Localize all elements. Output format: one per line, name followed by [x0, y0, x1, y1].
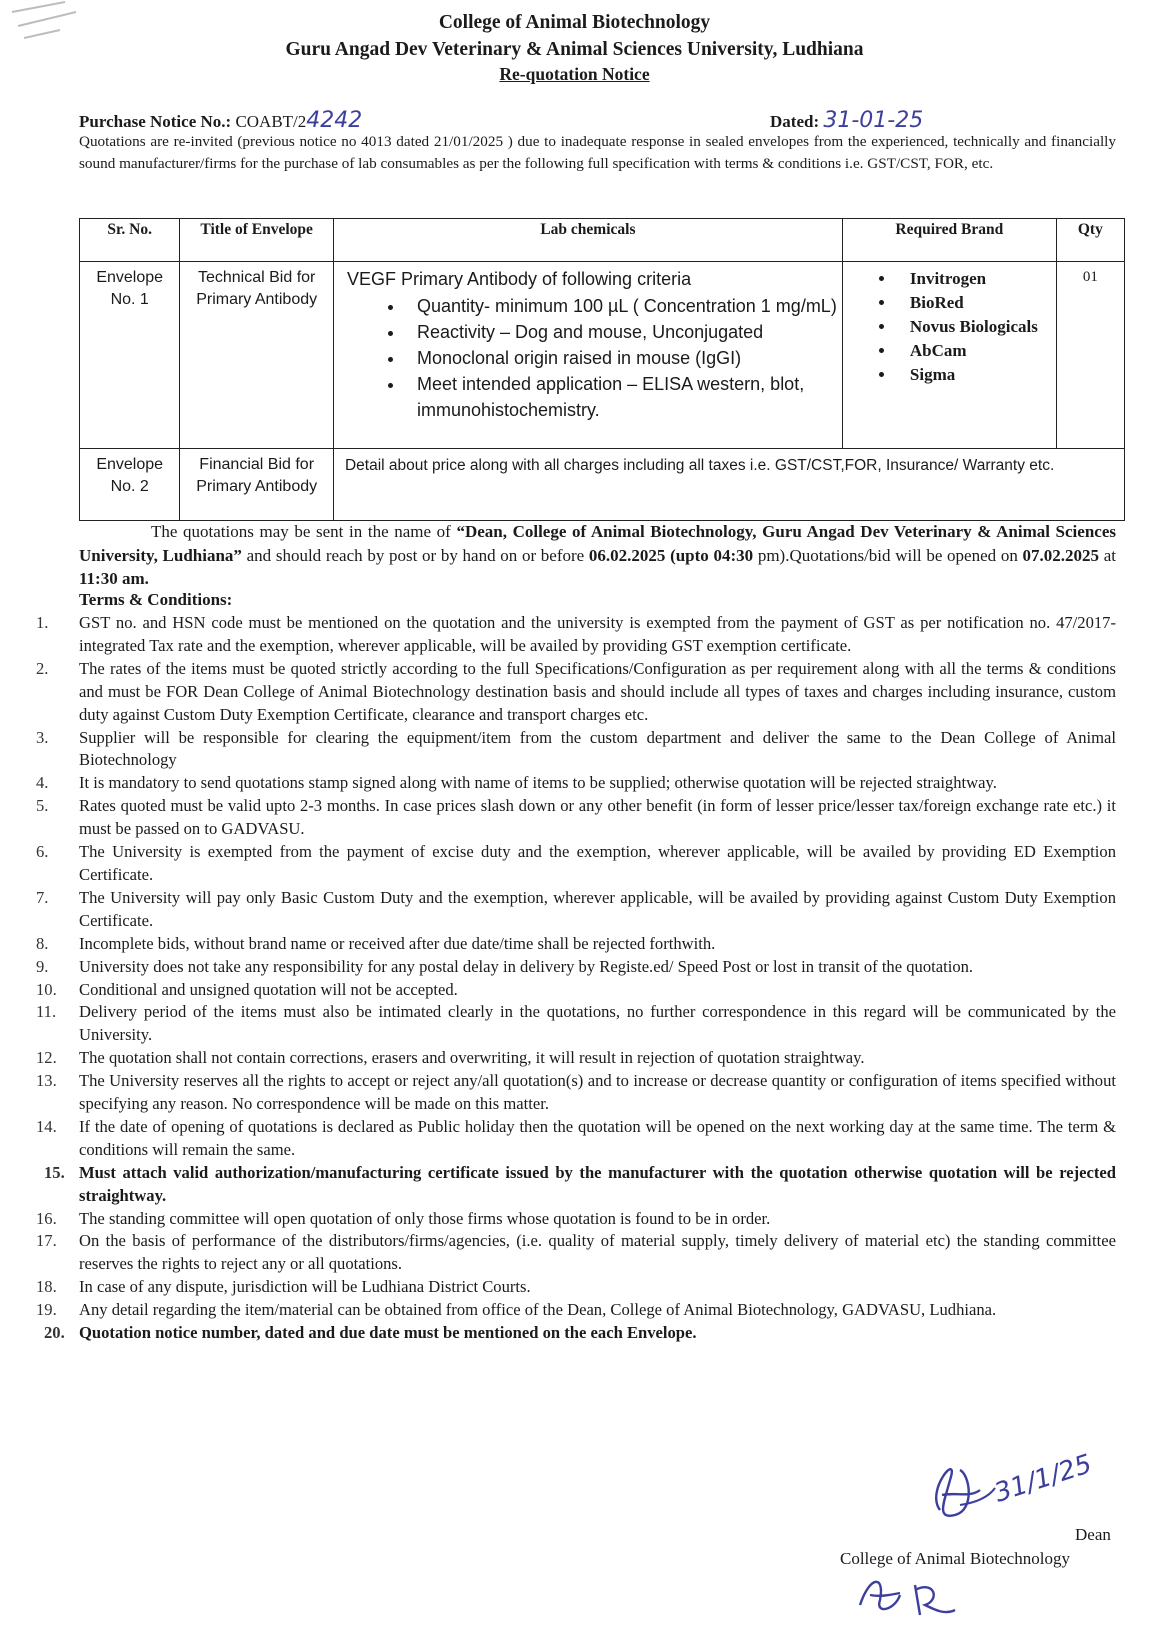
list-item: • Sigma: [896, 363, 1055, 387]
term-text: Any detail regarding the item/material can be obtained from office of the Dean, College of Animal Biotechnology, GADVASU, Ludhiana.: [79, 1300, 997, 1320]
term-number: 20.: [44, 1323, 65, 1343]
term-number: 9.: [36, 956, 49, 976]
list-item: [0, 1208, 1116, 1231]
term-number: 8.: [36, 933, 49, 953]
signatory-title: Dean: [1075, 1525, 1111, 1544]
term-number: 4.: [36, 773, 49, 793]
term-number: 14.: [36, 1116, 57, 1136]
term-number: 16.: [36, 1208, 57, 1228]
term-text: The University is exempted from the payment of excise duty and the exemption, wherever applicable, will be availed by providing ED Exemption Certificate.: [79, 842, 1116, 884]
envelope-2-title: Financial Bid for Primary Antibody: [196, 456, 318, 495]
list-item: [0, 1116, 1116, 1162]
list-item: [0, 933, 1116, 956]
list-item: • Monoclonal origin raised in mouse (IgGI): [405, 345, 841, 371]
term-number: 12.: [36, 1048, 57, 1068]
term-text: The standing committee will open quotation of only those firms whose quotation is found to be in order.: [79, 1208, 771, 1228]
signatory-org: College of Animal Biotechnology: [840, 1549, 1070, 1568]
list-item: [0, 1230, 1116, 1276]
term-text: Delivery period of the items must also be intimated clearly in the quotations, no further correspondence in this regard will be communicated by the University.: [79, 1002, 1116, 1045]
dated-label: Dated:: [770, 112, 820, 131]
opening-date: 07.02.2025: [1022, 545, 1100, 565]
header-lab-chemicals: Lab chemicals: [333, 219, 842, 262]
term-number: 13.: [36, 1071, 57, 1091]
term-text: University does not take any responsibility for any postal delay in delivery by Registe.ed/ Speed Post or lost in transit of the quotation.: [79, 956, 974, 976]
university-title: Guru Angad Dev Veterinary & Animal Sciences University, Ludhiana: [285, 39, 864, 60]
term-number: 10.: [36, 979, 57, 999]
term-number: 11.: [36, 1002, 57, 1022]
header-brand: Required Brand: [842, 219, 1056, 262]
term-text: The University will pay only Basic Custom Duty and the exemption, wherever applicable, will be availed by providing against Custom Duty Exemption Certificate.: [79, 887, 1116, 930]
term-text: Conditional and unsigned quotation will not be accepted.: [79, 979, 458, 999]
list-item: [0, 1162, 1116, 1208]
term-number: 19.: [36, 1300, 57, 1320]
term-text: If the date of opening of quotations is declared as Public holiday then the quotation will be opened on the next working day at the same time. The term & conditions will remain the same.: [79, 1116, 1116, 1159]
dated-handwritten: 31-01-25: [823, 108, 924, 133]
terms-heading: Terms & Conditions:: [79, 590, 233, 609]
list-item: • Quantity- minimum 100 µL ( Concentration 1 mg/mL): [405, 293, 841, 319]
list-item: • Invitrogen: [896, 267, 1055, 291]
list-item: [0, 956, 1116, 979]
list-item: • Meet intended application – ELISA western, blot, immunohistochemistry.: [405, 371, 841, 423]
term-text: Rates quoted must be valid upto 2-3 months. In case prices slash down or any other benefit (in form of lesser price/lesser tax/foreign exchange rate etc.) it must be passed on to GADVASU.: [79, 796, 1116, 839]
list-item: [0, 1047, 1116, 1070]
term-number: 2.: [36, 658, 49, 678]
purchase-notice-handwritten: 4242: [306, 108, 363, 133]
list-item: [0, 841, 1116, 887]
list-item: [0, 772, 1116, 795]
term-number: 15.: [44, 1162, 65, 1182]
opening-time: 11:30 am.: [79, 569, 149, 588]
term-text: The rates of the items must be quoted strictly according to the full Specifications/Configuration as per requirement along with all the terms & conditions and must be FOR Dean College of Animal Biotechnology destination basis and should include all types of taxes and charges including insurance, custom duty against Custom Duty Exemption Certificate, clearance and transport charges etc.: [79, 658, 1116, 724]
list-item: [0, 979, 1116, 1002]
terms-list: [0, 612, 1116, 1345]
initials-icon: [855, 1565, 975, 1625]
quantity: 01: [1082, 269, 1098, 285]
term-number: 6.: [36, 842, 49, 862]
term-text: Quotation notice number, dated and due date must be mentioned on the each Envelope.: [79, 1323, 697, 1343]
header-sr-no: Sr. No.: [80, 219, 180, 262]
addressee: “Dean, College of Animal Biotechnology, Guru Angad Dev Veterinary & Animal Sciences University, Ludhiana”: [79, 522, 1116, 565]
term-text: Incomplete bids, without brand name or received after due date/time shall be rejected forthwith.: [79, 933, 716, 953]
list-item: [0, 1001, 1116, 1047]
term-number: 5.: [36, 796, 49, 816]
signature-date: 31/1/25: [990, 1449, 1096, 1509]
intro-paragraph: Quotations are re-invited (previous notice no 4013 dated 21/01/2025 ) due to inadequate response in sealed envelopes from the experienced, technically and financially sound manufacturer/firms for the purchase of lab consumables as per the following full specification with terms & conditions i.e. GST/CST, FOR, etc.: [79, 133, 1116, 172]
term-text: In case of any dispute, jurisdiction will be Ludhiana District Courts.: [79, 1277, 531, 1297]
list-item: [0, 1299, 1116, 1322]
signature-icon: [920, 1440, 1120, 1530]
criteria-list: [335, 293, 841, 423]
term-text: Supplier will be responsible for clearing the equipment/item from the custom department and deliver the same to the Dean College of Animal Biotechnology: [79, 727, 1116, 770]
header-title: Title of Envelope: [180, 219, 334, 262]
table-header-row: [80, 219, 1125, 262]
list-item: [0, 727, 1116, 773]
list-item: [0, 887, 1116, 933]
notice-title: Re-quotation Notice: [499, 64, 650, 84]
list-item: [0, 1322, 1116, 1345]
header-qty: Qty: [1056, 219, 1124, 262]
spec-table: [79, 218, 1125, 521]
term-text: GST no. and HSN code must be mentioned on the quotation and the university is exempted from the payment of GST as per notification no. 47/2017-integrated Tax rate and the exemption, wherever applicable, will be availed by providing GST exemption certificate.: [79, 613, 1116, 655]
purchase-notice-number: [79, 108, 362, 133]
envelope-1-label: Envelope No. 1: [96, 269, 164, 308]
list-item: [0, 612, 1116, 658]
table-row: [80, 449, 1125, 521]
term-text: On the basis of performance of the distributors/firms/agencies, (i.e. quality of material supply, timely delivery of material etc) the standing committee reserves the rights to reject any or all quotations.: [79, 1231, 1116, 1274]
criteria-heading: VEGF Primary Antibody of following criteria: [346, 269, 692, 289]
list-item: • AbCam: [896, 339, 1055, 363]
purchase-notice-prefix: COABT/2: [235, 112, 307, 131]
due-date: 06.02.2025 (upto 04:30: [588, 545, 754, 565]
term-text: It is mandatory to send quotations stamp signed along with name of items to be supplied; otherwise quotation will be rejected straightway.: [79, 773, 997, 793]
list-item: [0, 1070, 1116, 1116]
table-row: [80, 262, 1125, 449]
term-number: 7.: [36, 887, 49, 907]
notice-date: [770, 108, 923, 133]
term-number: 18.: [36, 1277, 57, 1297]
envelope-1-title: Technical Bid for Primary Antibody: [196, 269, 318, 308]
purchase-notice-label: Purchase Notice No.:: [79, 112, 232, 131]
list-item: [0, 795, 1116, 841]
list-item: [0, 1276, 1116, 1299]
list-item: • Reactivity – Dog and mouse, Unconjugated: [405, 319, 841, 345]
term-text: Must attach valid authorization/manufacturing certificate issued by the manufacturer with the quotation otherwise quotation will be rejected straightway.: [79, 1162, 1116, 1205]
financial-detail: Detail about price along with all charges including all taxes i.e. GST/CST,FOR, Insurance/ Warranty etc.: [344, 457, 1055, 474]
term-text: The quotation shall not contain corrections, erasers and overwriting, it will result in rejection of quotation straightway.: [79, 1048, 865, 1068]
list-item: • Novus Biologicals: [896, 315, 1055, 339]
envelope-2-label: Envelope No. 2: [96, 456, 164, 495]
college-title: College of Animal Biotechnology: [438, 12, 711, 33]
submission-paragraph: The quotations may be sent in the name of “Dean, College of Animal Biotechnology, Guru Angad Dev Veterinary & Animal Sciences University, Ludhiana” and should reach by post or by hand on or before 06.02.2025 (upto 04:30 pm).Quotations/bid will be opened on 07.02.2025 at 11:30 am.: [79, 522, 1116, 588]
term-number: 17.: [36, 1231, 57, 1251]
list-item: • BioRed: [896, 291, 1055, 315]
brand-list: [844, 267, 1055, 387]
term-text: The University reserves all the rights to accept or reject any/all quotation(s) and to increase or decrease quantity or configuration of items specified without specifying any reason. No correspondence will be made on this matter.: [79, 1071, 1116, 1114]
list-item: [0, 658, 1116, 727]
term-number: 1.: [36, 613, 49, 632]
term-number: 3.: [36, 727, 49, 747]
